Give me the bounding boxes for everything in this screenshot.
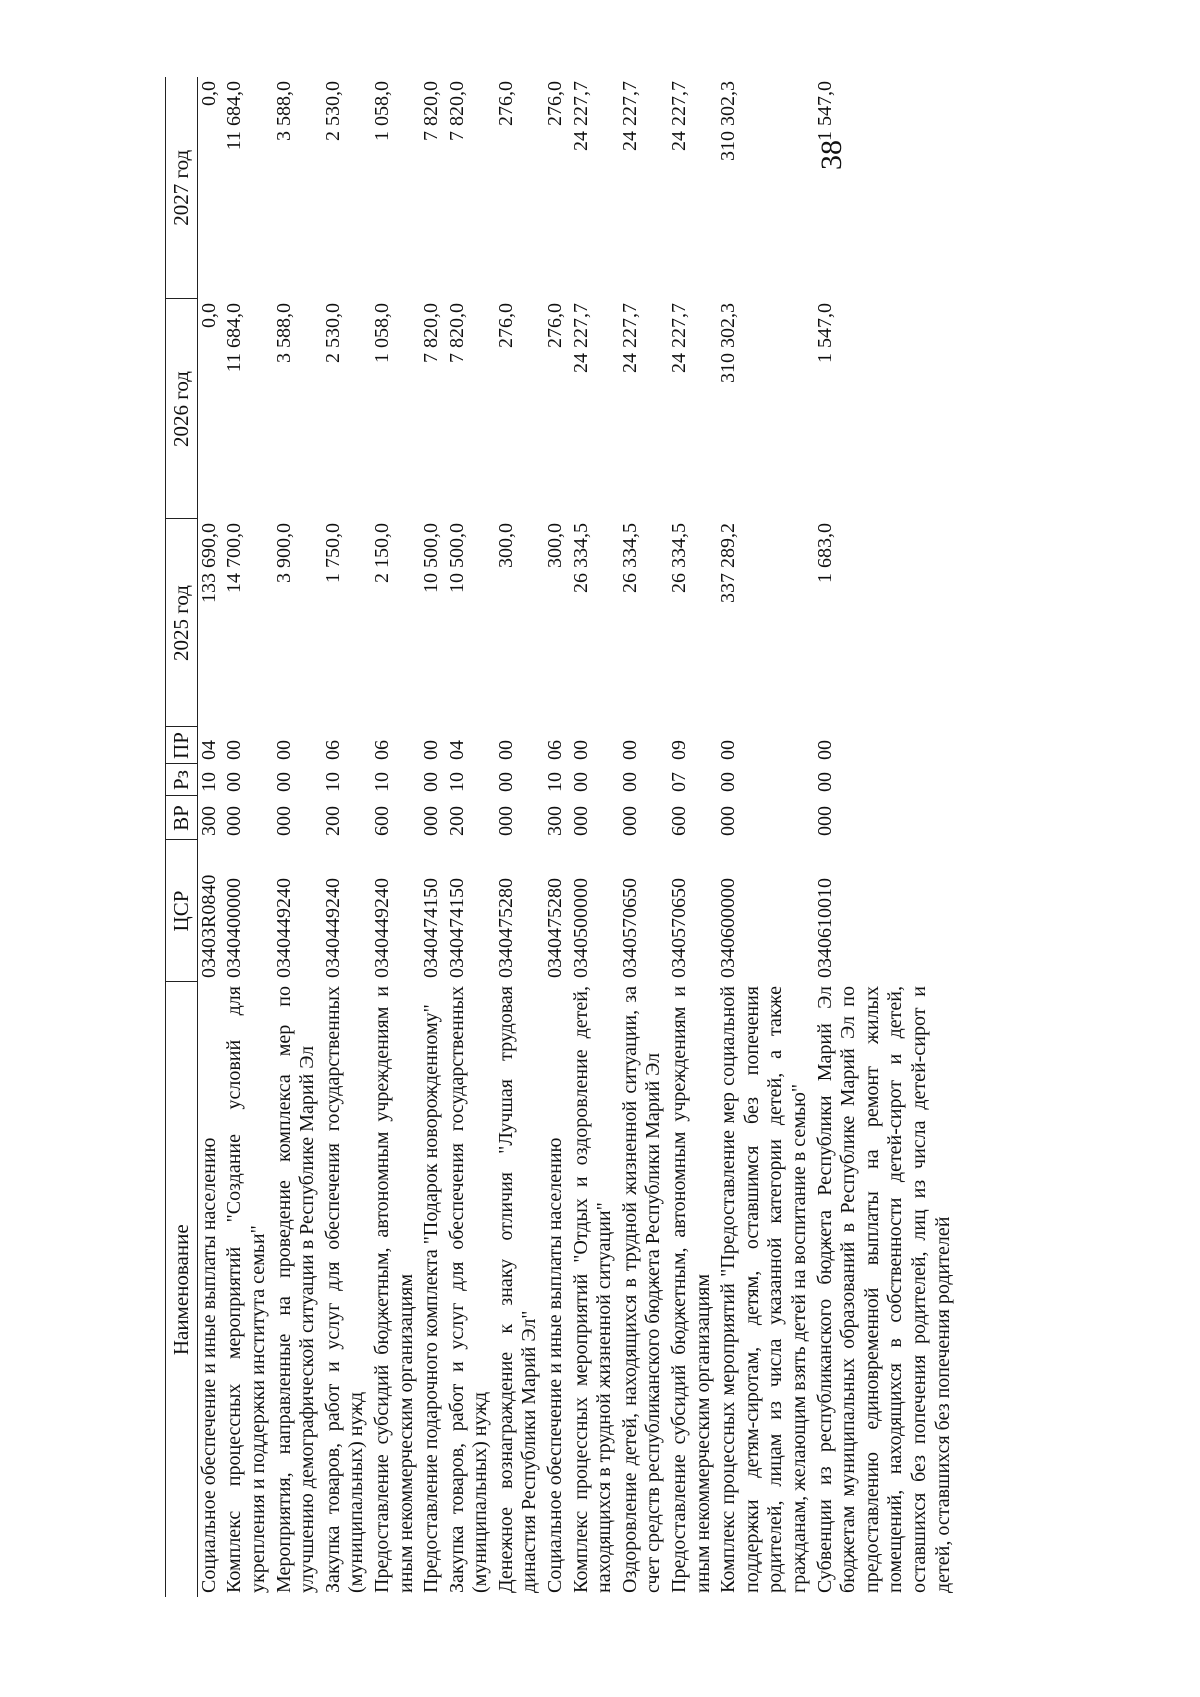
row-2025: 337 289,2 (717, 523, 740, 603)
table-row (568, 77, 617, 1597)
row-csr: 0340500000 (569, 878, 592, 978)
table-row (542, 77, 568, 1597)
row-rz: 10 (445, 772, 468, 792)
header-name: Наименование (166, 982, 198, 1597)
row-2025: 26 334,5 (618, 523, 641, 593)
row-pr: 06 (321, 740, 344, 760)
header-vr: ВР (166, 796, 198, 840)
table-row (493, 77, 542, 1597)
row-pr: 00 (272, 740, 295, 760)
row-2027: 24 227,7 (668, 81, 691, 151)
row-name: Закупка товаров, работ и услуг для обеспечения государственных (муниципальных) нужд (445, 986, 492, 1593)
table-body (197, 77, 955, 1597)
row-pr: 00 (420, 740, 443, 760)
row-rz: 00 (618, 772, 641, 792)
row-2027: 276,0 (544, 81, 567, 126)
row-pr: 00 (223, 740, 246, 760)
row-vr: 600 (668, 806, 691, 836)
row-2026: 3 588,0 (272, 303, 295, 363)
row-name: Оздоровление детей, находящихся в трудной жизненной ситуации, за счет средств республиканского бюджета Республики Марий Эл (618, 986, 665, 1593)
row-name: Закупка товаров, работ и услуг для обеспечения государственных (муниципальных) нужд (321, 986, 368, 1593)
page-number: 38 (815, 140, 848, 170)
row-pr: 00 (569, 740, 592, 760)
row-rz: 00 (813, 772, 836, 792)
row-vr: 000 (813, 806, 836, 836)
row-vr: 000 (420, 806, 443, 836)
row-2025: 1 750,0 (321, 523, 344, 583)
row-2025: 10 500,0 (420, 523, 443, 593)
row-2027: 3 588,0 (272, 81, 295, 141)
row-name: Социальное обеспечение и иные выплаты населению (197, 1137, 220, 1593)
row-pr: 04 (197, 740, 220, 760)
table-row (418, 77, 444, 1597)
row-2026: 2 530,0 (321, 303, 344, 363)
rotated-table-wrapper (165, 77, 954, 1597)
row-vr: 200 (445, 806, 468, 836)
row-vr: 300 (544, 806, 567, 836)
row-vr: 000 (494, 806, 517, 836)
header-2025: 2025 год (166, 519, 198, 727)
row-pr: 00 (813, 740, 836, 760)
row-pr: 04 (445, 740, 468, 760)
header-2026: 2026 год (166, 299, 198, 519)
row-2026: 276,0 (494, 303, 517, 348)
table-row (617, 77, 666, 1597)
row-rz: 10 (370, 772, 393, 792)
row-2027: 7 820,0 (420, 81, 443, 141)
table-row (812, 77, 956, 1597)
row-csr: 0340610010 (813, 878, 836, 978)
row-csr: 0340474150 (420, 878, 443, 978)
row-csr: 0340474150 (445, 878, 468, 978)
row-2025: 10 500,0 (445, 523, 468, 593)
row-rz: 10 (544, 772, 567, 792)
row-2026: 276,0 (544, 303, 567, 348)
row-rz: 10 (321, 772, 344, 792)
table-row (369, 77, 418, 1597)
row-name: Комплекс процессных мероприятий "Создание условий для укрепления и поддержки института семьи" (223, 986, 269, 1593)
row-2027: 310 302,3 (717, 81, 740, 161)
row-csr: 0340449240 (272, 878, 295, 978)
row-2026: 11 684,0 (223, 303, 246, 373)
row-pr: 00 (618, 740, 641, 760)
row-vr: 000 (223, 806, 246, 836)
row-2027: 276,0 (494, 81, 517, 126)
row-2027: 2 530,0 (321, 81, 344, 141)
row-2027: 24 227,7 (618, 81, 641, 151)
row-vr: 200 (321, 806, 344, 836)
row-2026: 24 227,7 (668, 303, 691, 373)
table-row (197, 77, 221, 1597)
row-2027: 1 547,0 (813, 81, 836, 141)
row-vr: 300 (197, 806, 220, 836)
row-2026: 24 227,7 (569, 303, 592, 373)
row-2026: 24 227,7 (618, 303, 641, 373)
row-2026: 1 547,0 (813, 303, 836, 363)
row-2027: 7 820,0 (445, 81, 468, 141)
row-name: Комплекс процессных мероприятий "Предоставление мер социальной поддержки детям-сиротам, детям, оставшимся без попечения родителей, лицам из числа указанной категории детей, а также гражданам, желающим взять детей на воспитание в семью" (717, 986, 811, 1593)
row-rz: 00 (272, 772, 295, 792)
row-name: Комплекс процессных мероприятий "Отдых и оздоровление детей, находящихся в трудной жизненной ситуации" (569, 986, 616, 1593)
row-csr: 0340400000 (223, 878, 246, 978)
row-csr: 0340475280 (494, 878, 517, 978)
row-name: Предоставление субсидий бюджетным, автономным учреждениям и иным некоммерческим организациям (668, 986, 714, 1593)
row-pr: 00 (494, 740, 517, 760)
row-rz: 00 (717, 772, 740, 792)
row-2025: 300,0 (494, 523, 517, 568)
row-vr: 000 (569, 806, 592, 836)
table-header-row (166, 77, 198, 1597)
row-name: Денежное вознаграждение к знаку отличия "Лучшая трудовая династия Республики Марий Эл" (494, 986, 541, 1593)
row-rz: 07 (668, 772, 691, 792)
row-2025: 2 150,0 (370, 523, 393, 583)
row-2025: 300,0 (544, 523, 567, 568)
row-rz: 00 (494, 772, 517, 792)
row-2026: 310 302,3 (717, 303, 740, 383)
row-rz: 00 (223, 772, 246, 792)
table-row (320, 77, 369, 1597)
row-2027: 24 227,7 (569, 81, 592, 151)
row-2025: 26 334,5 (569, 523, 592, 593)
row-2025: 1 683,0 (813, 523, 836, 583)
header-csr: ЦСР (166, 840, 198, 982)
row-2026: 0,0 (197, 303, 220, 328)
budget-table (165, 77, 955, 1597)
row-2025: 26 334,5 (668, 523, 691, 593)
row-name: Предоставление подарочного комплекта "Подарок новорожденному" (420, 1004, 443, 1593)
row-csr: 0340475280 (544, 878, 567, 978)
row-vr: 000 (272, 806, 295, 836)
row-name: Предоставление субсидий бюджетным, автономным учреждениям и иным некоммерческим организациям (370, 986, 417, 1593)
table-row (221, 77, 270, 1597)
row-name: Субвенции из республиканского бюджета Республики Марий Эл бюджетам муниципальных образований в Республике Марий Эл по предоставлению единовременной выплаты на ремонт жилых помещений, находящихся в собственности детей-сирот и детей, оставшихся без попечения родителей, лиц из числа детей-сирот и детей, оставшихся без попечения родителей (813, 986, 954, 1593)
row-csr: 0340449240 (321, 878, 344, 978)
row-rz: 00 (569, 772, 592, 792)
table-row (444, 77, 493, 1597)
row-vr: 600 (370, 806, 393, 836)
row-name: Социальное обеспечение и иные выплаты населению (544, 1137, 567, 1593)
row-vr: 000 (717, 806, 740, 836)
row-rz: 00 (420, 772, 443, 792)
row-2027: 1 058,0 (370, 81, 393, 141)
row-2026: 7 820,0 (420, 303, 443, 363)
row-pr: 00 (717, 740, 740, 760)
row-2026: 7 820,0 (445, 303, 468, 363)
row-pr: 06 (544, 740, 567, 760)
row-2025: 14 700,0 (223, 523, 246, 593)
row-2025: 133 690,0 (197, 523, 220, 603)
header-pr: ПР (166, 727, 198, 764)
row-vr: 000 (618, 806, 641, 836)
row-2026: 1 058,0 (370, 303, 393, 363)
row-csr: 0340449240 (370, 878, 393, 978)
row-2027: 11 684,0 (223, 81, 246, 151)
row-pr: 09 (668, 740, 691, 760)
header-rz: Рз (166, 764, 198, 796)
row-name: Мероприятия, направленные на проведение комплекса мер по улучшению демографической ситуации в Республике Марий Эл (272, 986, 319, 1593)
table-row (271, 77, 320, 1597)
row-csr: 0340570650 (618, 878, 641, 978)
row-pr: 06 (370, 740, 393, 760)
table-row (666, 77, 715, 1597)
row-csr: 0340570650 (668, 878, 691, 978)
row-2027: 0,0 (197, 81, 220, 106)
header-2027: 2027 год (166, 77, 198, 299)
row-csr: 0340600000 (717, 878, 740, 978)
row-csr: 03403R0840 (197, 874, 220, 978)
row-2025: 3 900,0 (272, 523, 295, 583)
table-row (715, 77, 811, 1597)
row-rz: 10 (197, 772, 220, 792)
